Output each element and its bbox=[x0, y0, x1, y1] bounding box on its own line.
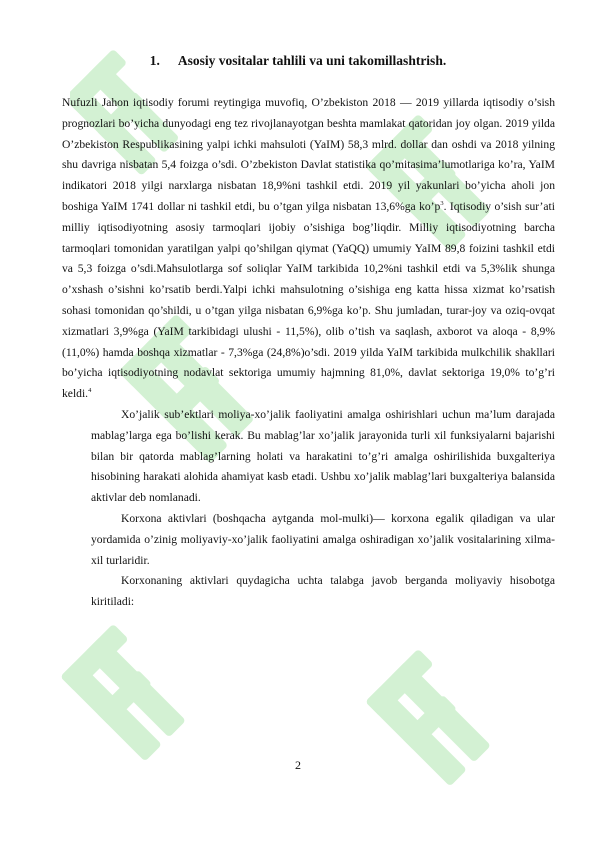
paragraph: Korxonaning aktivlari quydagicha uchta talabga javob berganda moliyaviy hisobotga kiritiladi: bbox=[91, 574, 555, 609]
paragraph: Xo’jalik sub’ektlari moliya-xo’jalik faoliyatini amalga oshirishlari uchun ma’lum darajada mablag’larga ega bo’lishi kerak. Bu mablag’lar xo’jalik jarayonida turli xil funksiyalarni bajarishi bilan bir qatorda mablag’larning holati va harakatini to’g’ri amalga oshirilishida buxgalteriya hisobining harakati alohida ahamiyat kasb etadi. Ushbu xo’jalik mablag’lari buxgalteriya balansida aktivlar deb nomlanadi. bbox=[91, 407, 555, 505]
body-text bbox=[62, 93, 555, 613]
footnote-ref[interactable]: 3 bbox=[440, 200, 444, 208]
paragraph bbox=[62, 93, 555, 405]
paragraph-text: Nufuzli Jahon iqtisodiy forumi reytingiga muvofiq, O’zbekiston 2018 — 2019 yillarda iqtisodiy o’sish prognozlari bo’yicha dunyodagi eng tez rivojlanayotgan beshta mamlakat qatoridan joy olgan. 2019 yilda O’zbekiston Respublikasining yalpi ichki mahsuloti (YaIM) 58,3 mlrd. dollar dan oshdi va 2018 yilning shu davriga nisbatan 5,4 foizga o’sdi. O’zbekiston Davlat statistika qo’mitasima’lumotlariga ko’ra, YaIM indikatori 2018 yilgi narxlarga nisbatan 18,9%ni tashkil etdi. 2019 yil yakunlari bo’yicha aholi jon boshiga YaIM 1741 dollar ni tashkil etdi, bu o’tgan yilga nisbatan 13,6%ga ko’p bbox=[62, 96, 555, 213]
page-number: 2 bbox=[295, 758, 301, 772]
paragraph-text: . Iqtisodiy o’sish sur’ati milliy iqtisodiyotning asosiy tarmoqlari ijobiy o’sishiga bog’liqdir. Milliy iqtisodiyotning barcha tarmoqlari tomonidan yaratilgan yalpi qo’shilgan qiymat (YaQQ) umumiy YaIM 89,8 foizini tashkil etdi va 5,3 foizga o’sdi.Mahsulotlarga sof soliqlar YaIM tarkibida 10,2%ni tashkil etdi va 5,3%lik shunga o’xshash o’sishni ko’rsatib berdi.Yalpi ichki mahsulotning o’sishiga eng katta hissa xizmat ko’rsatish sohasi tomonidan qo’shildi, u o’tgan yilga nisbatan 6,9%ga ko’p. Shu jumladan, turar-joy va oziq-ovqat xizmatlari 3,9%ga (YaIM tarkibidagi ulushi - 11,5%), olib o’tish va saqlash, axborot va aloqa - 8,9% (11,0%) hamda boshqa xizmatlar - 7,3%ga (24,8%)o’sdi. 2019 yilda YaIM tarkibida mulkchilik shakllari bo’yicha iqtisodiyotning nodavlat sektoriga umumiy hajmning 81,0%, davlat sektoriga 19,0% to’g’ri keldi. bbox=[62, 199, 555, 401]
section-number: 1. bbox=[149, 53, 160, 68]
section-heading bbox=[0, 53, 596, 69]
watermark-logo bbox=[60, 590, 230, 820]
section-title: Asosiy vositalar tahlili va uni takomillashtrish. bbox=[177, 53, 447, 68]
footnote-ref[interactable]: 4 bbox=[88, 387, 92, 395]
paragraph: Korxona aktivlari (boshqacha aytganda mol-mulki)— korxona egalik qiladigan va ular yordamida o’zinig moliyaviy-xo’jalik faoliyatini amalga oshiradigan xo’jalik vositalarining xilma-xil turlaridir. bbox=[91, 511, 555, 567]
watermark-logo bbox=[360, 620, 540, 840]
